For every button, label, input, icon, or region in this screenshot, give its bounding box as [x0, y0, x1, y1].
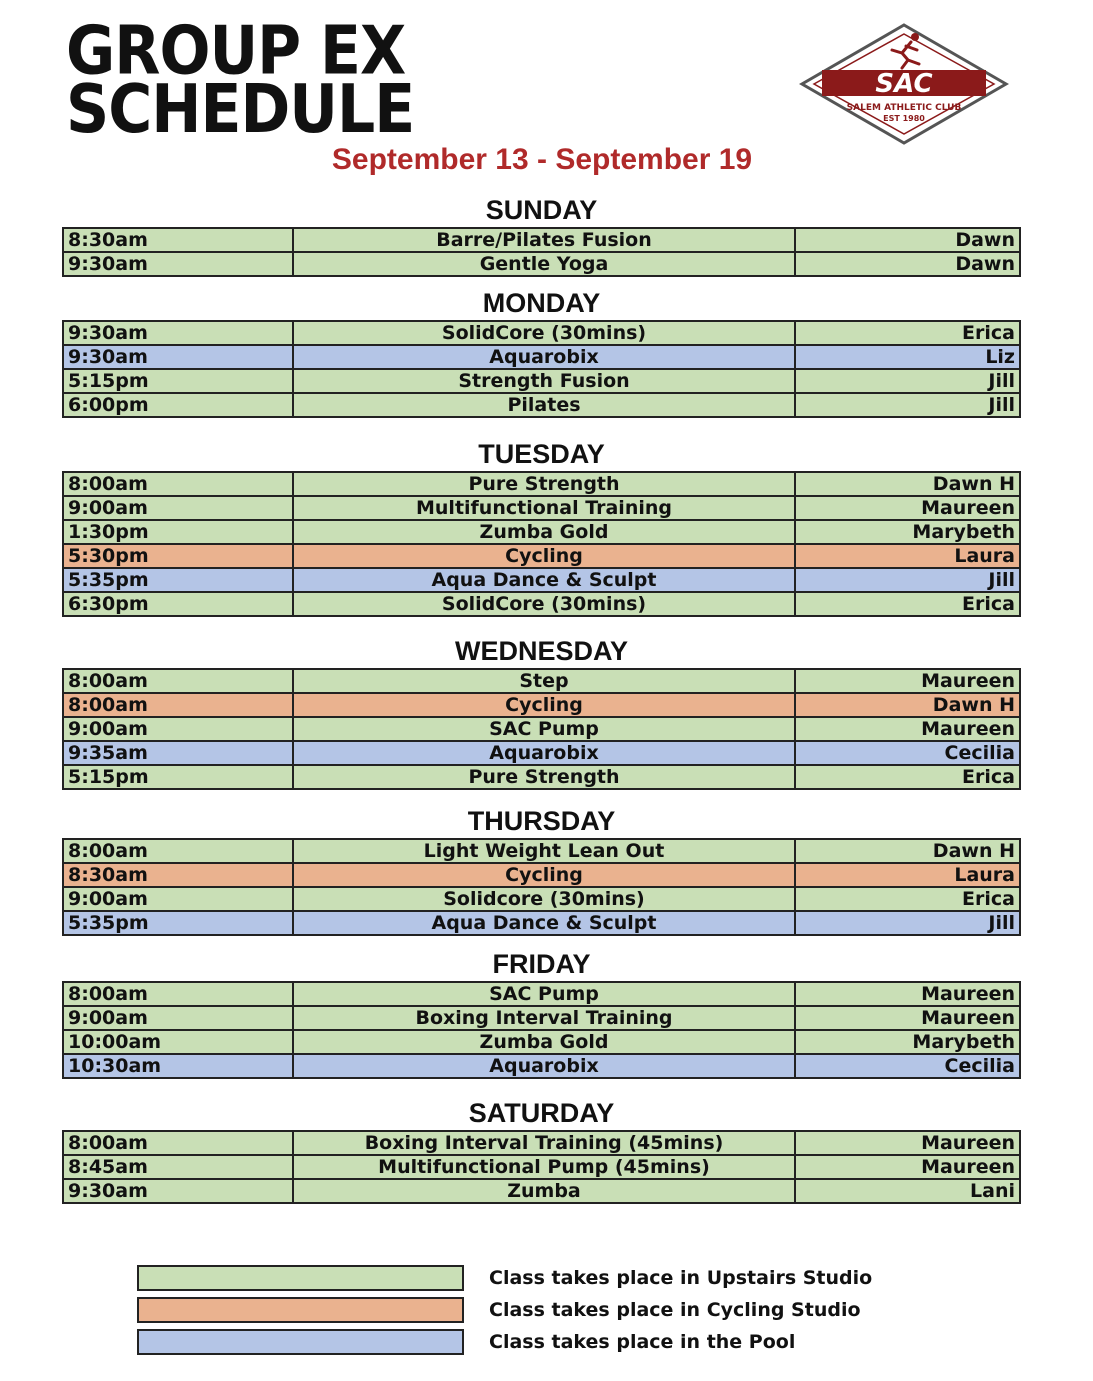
- class-instructor: Laura: [795, 544, 1020, 568]
- class-row: [63, 345, 1020, 369]
- day-saturday: [62, 1096, 1021, 1204]
- class-time: 9:30am: [63, 345, 293, 369]
- class-instructor: Maureen: [795, 669, 1020, 693]
- class-time: 9:00am: [63, 887, 293, 911]
- class-row: [63, 669, 1020, 693]
- class-instructor: Maureen: [795, 1006, 1020, 1030]
- class-instructor: Dawn H: [795, 472, 1020, 496]
- day-heading: SATURDAY: [468, 1098, 615, 1128]
- class-time: 8:30am: [63, 863, 293, 887]
- day-tuesday: [62, 437, 1021, 617]
- class-row: [63, 1155, 1020, 1179]
- day-monday: [62, 286, 1021, 418]
- class-row: [63, 863, 1020, 887]
- class-name: Zumba Gold: [293, 520, 795, 544]
- class-instructor: Marybeth: [795, 520, 1020, 544]
- day-wednesday: [62, 634, 1021, 790]
- class-instructor: Dawn H: [795, 693, 1020, 717]
- legend-label-upstairs: Class takes place in Upstairs Studio: [489, 1267, 873, 1289]
- class-time: 10:00am: [63, 1030, 293, 1054]
- class-name: Boxing Interval Training: [293, 1006, 795, 1030]
- day-thursday: [62, 804, 1021, 936]
- class-row: [63, 1131, 1020, 1155]
- class-name: Solidcore (30mins): [293, 887, 795, 911]
- day-table: [62, 227, 1021, 277]
- class-instructor: Marybeth: [795, 1030, 1020, 1054]
- class-instructor: Erica: [795, 765, 1020, 789]
- class-name: Aqua Dance & Sculpt: [293, 911, 795, 935]
- class-time: 9:30am: [63, 321, 293, 345]
- day-heading: WEDNESDAY: [454, 636, 629, 666]
- class-instructor: Erica: [795, 592, 1020, 616]
- day-friday: [62, 947, 1021, 1079]
- class-row: [63, 393, 1020, 417]
- class-instructor: Cecilia: [795, 741, 1020, 765]
- legend-label-cycling: Class takes place in Cycling Studio: [489, 1299, 861, 1321]
- class-row: [63, 911, 1020, 935]
- day-table: [62, 320, 1021, 418]
- class-name: Boxing Interval Training (45mins): [293, 1131, 795, 1155]
- class-name: Light Weight Lean Out: [293, 839, 795, 863]
- class-time: 5:15pm: [63, 369, 293, 393]
- class-row: [63, 765, 1020, 789]
- class-instructor: Erica: [795, 887, 1020, 911]
- class-time: 9:00am: [63, 1006, 293, 1030]
- class-name: SAC Pump: [293, 982, 795, 1006]
- day-heading: SUNDAY: [485, 195, 598, 225]
- title-line-2: SCHEDULE: [66, 70, 415, 149]
- day-heading: FRIDAY: [492, 949, 591, 979]
- class-time: 6:00pm: [63, 393, 293, 417]
- day-sunday: [62, 193, 1021, 277]
- class-name: Aquarobix: [293, 1054, 795, 1078]
- legend-swatch-cycling: [137, 1297, 464, 1323]
- class-row: [63, 472, 1020, 496]
- day-heading: THURSDAY: [467, 806, 616, 836]
- class-instructor: Lani: [795, 1179, 1020, 1203]
- class-instructor: Dawn: [795, 228, 1020, 252]
- class-name: Pure Strength: [293, 472, 795, 496]
- logo-club-name: SALEM ATHLETIC CLUB: [846, 103, 962, 113]
- sac-logo: [798, 22, 1010, 146]
- class-name: Multifunctional Training: [293, 496, 795, 520]
- class-row: [63, 544, 1020, 568]
- class-name: Aquarobix: [293, 345, 795, 369]
- class-time: 8:00am: [63, 472, 293, 496]
- legend-swatch-pool: [137, 1329, 464, 1355]
- class-time: 6:30pm: [63, 592, 293, 616]
- class-time: 9:30am: [63, 1179, 293, 1203]
- class-time: 5:30pm: [63, 544, 293, 568]
- class-row: [63, 741, 1020, 765]
- class-instructor: Maureen: [795, 496, 1020, 520]
- day-table: [62, 838, 1021, 936]
- class-time: 5:35pm: [63, 911, 293, 935]
- class-instructor: Cecilia: [795, 1054, 1020, 1078]
- class-row: [63, 496, 1020, 520]
- class-time: 8:00am: [63, 693, 293, 717]
- class-time: 5:35pm: [63, 568, 293, 592]
- class-time: 8:00am: [63, 669, 293, 693]
- class-time: 9:00am: [63, 717, 293, 741]
- class-row: [63, 839, 1020, 863]
- class-name: Cycling: [293, 544, 795, 568]
- class-row: [63, 1030, 1020, 1054]
- class-time: 8:00am: [63, 1131, 293, 1155]
- class-name: SolidCore (30mins): [293, 321, 795, 345]
- class-row: [63, 252, 1020, 276]
- class-time: 1:30pm: [63, 520, 293, 544]
- class-name: Gentle Yoga: [293, 252, 795, 276]
- day-heading: TUESDAY: [478, 439, 605, 469]
- date-range: September 13 - September 19: [331, 143, 753, 176]
- class-name: Aqua Dance & Sculpt: [293, 568, 795, 592]
- class-row: [63, 520, 1020, 544]
- class-row: [63, 982, 1020, 1006]
- legend-swatch-upstairs: [137, 1265, 464, 1291]
- class-name: Pure Strength: [293, 765, 795, 789]
- class-instructor: Dawn: [795, 252, 1020, 276]
- class-time: 9:35am: [63, 741, 293, 765]
- day-table: [62, 471, 1021, 617]
- class-row: [63, 693, 1020, 717]
- class-instructor: Maureen: [795, 1131, 1020, 1155]
- class-name: Pilates: [293, 393, 795, 417]
- class-instructor: Jill: [795, 911, 1020, 935]
- class-time: 8:30am: [63, 228, 293, 252]
- class-instructor: Jill: [795, 369, 1020, 393]
- class-name: Cycling: [293, 863, 795, 887]
- legend-label-pool: Class takes place in the Pool: [489, 1331, 796, 1353]
- logo-abbr: SAC: [875, 69, 933, 99]
- class-name: Aquarobix: [293, 741, 795, 765]
- class-name: Step: [293, 669, 795, 693]
- class-instructor: Jill: [795, 393, 1020, 417]
- class-name: Multifunctional Pump (45mins): [293, 1155, 795, 1179]
- class-instructor: Dawn H: [795, 839, 1020, 863]
- class-row: [63, 1006, 1020, 1030]
- class-name: SolidCore (30mins): [293, 592, 795, 616]
- class-row: [63, 321, 1020, 345]
- day-table: [62, 1130, 1021, 1204]
- class-name: Zumba Gold: [293, 1030, 795, 1054]
- day-table: [62, 981, 1021, 1079]
- class-row: [63, 1054, 1020, 1078]
- class-instructor: Jill: [795, 568, 1020, 592]
- class-row: [63, 887, 1020, 911]
- class-row: [63, 717, 1020, 741]
- class-time: 10:30am: [63, 1054, 293, 1078]
- class-time: 8:00am: [63, 839, 293, 863]
- class-instructor: Maureen: [795, 982, 1020, 1006]
- class-row: [63, 568, 1020, 592]
- class-instructor: Liz: [795, 345, 1020, 369]
- class-row: [63, 1179, 1020, 1203]
- class-time: 8:45am: [63, 1155, 293, 1179]
- title-line-1: GROUP EX: [66, 11, 406, 91]
- class-name: Zumba: [293, 1179, 795, 1203]
- page-title: [66, 11, 415, 149]
- class-time: 5:15pm: [63, 765, 293, 789]
- class-instructor: Maureen: [795, 1155, 1020, 1179]
- logo-est: EST 1980: [883, 114, 925, 123]
- class-time: 9:30am: [63, 252, 293, 276]
- day-table: [62, 668, 1021, 790]
- class-instructor: Erica: [795, 321, 1020, 345]
- class-row: [63, 228, 1020, 252]
- class-name: Cycling: [293, 693, 795, 717]
- class-row: [63, 592, 1020, 616]
- class-name: Barre/Pilates Fusion: [293, 228, 795, 252]
- class-time: 9:00am: [63, 496, 293, 520]
- class-name: SAC Pump: [293, 717, 795, 741]
- day-heading: MONDAY: [482, 288, 601, 318]
- class-time: 8:00am: [63, 982, 293, 1006]
- class-instructor: Maureen: [795, 717, 1020, 741]
- class-row: [63, 369, 1020, 393]
- class-name: Strength Fusion: [293, 369, 795, 393]
- class-instructor: Laura: [795, 863, 1020, 887]
